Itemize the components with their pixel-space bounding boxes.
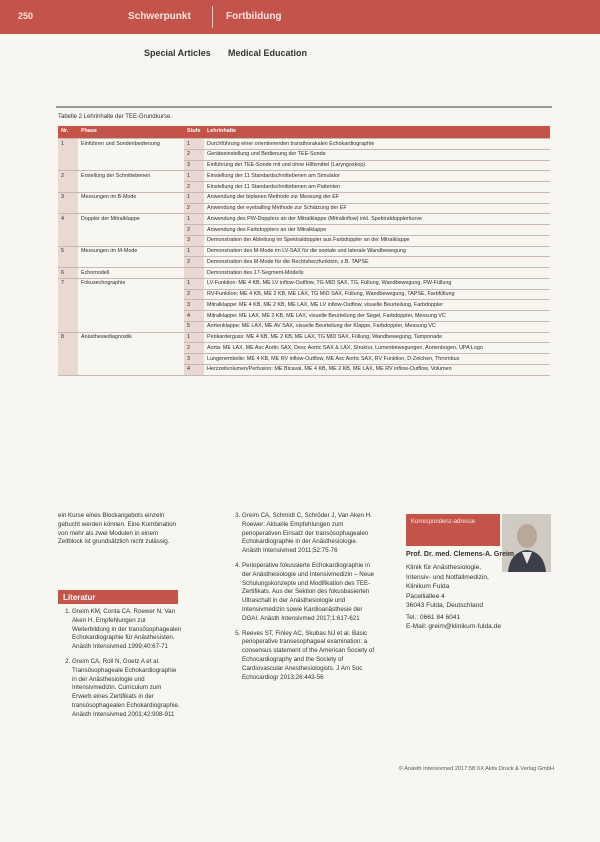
cell-stufe: 2 <box>184 343 204 354</box>
cell-content: Einführung der TEE-Sonde mit und ohne Hilfsmittel (Laryngoskop) <box>204 160 550 171</box>
reference-item: 3. Greim CA, Schmidt C, Schröder J, Van Aken H. Roewer: Aktuelle Empfehlungen zum perioperativen Einsatz der transösophagealen Echokardiographie in der Anästhesiologie. Anästh Intensivmed 2011;52:75-76 <box>242 512 376 556</box>
cell-phase: Anästhesiediagnostik <box>78 332 184 375</box>
cell-nr: 3 <box>58 192 78 214</box>
cell-stufe: 3 <box>184 354 204 365</box>
literature-list-left <box>58 608 182 726</box>
reference-item: 5. Reeves ST, Finley AC, Skubas NJ et al. Basic perioperative transesophageal examination: a consensus statement of the American Society of Echocardiography and the Society of Cardiovascular Anesthesiologists. J Am Soc Echocardiogr 2013;26:443-56 <box>242 630 376 683</box>
cell-stufe: 2 <box>184 182 204 193</box>
header-divider <box>212 6 213 28</box>
cell-content: Aortenklappe: ME LAX, ME AV SAX, visuelle Beurteilung der Klappe, Farbdoppler, Messung VC <box>204 321 550 332</box>
reference-item: 2. Greim CA, Roll N, Goetz A et al. Transösophageale Echokardiographie in der Anästhesiologie und Intensivmedizin. Curriculum zum Erwerb eines Zertifikats in der transösophagealen Echokardiographie. Anästh Intensivmed 2001;42:908-911 <box>72 658 182 720</box>
address-line: Intensiv- und Notfallmedizin, <box>406 573 489 581</box>
cell-content: Demonstration der Ableitung im Spektraldoppler aus Farbdoppler an der Mitralklappe <box>204 235 550 246</box>
cell-phase: Einführen und Sondenbedienung <box>78 139 184 171</box>
address-line: Klinikum Fulda <box>406 583 450 591</box>
cell-content: Perikarderguss: ME 4 KB, ME 2 KB, ME LAX, TG MID SAX, Füllung, Wandbewegung, Tamponade <box>204 332 550 343</box>
cell-content: Aorta: ME LAX, ME Asc Aortic SAX, Desc Aortic SAX & LAX, Struktur, Lumenbewegungen, Aortenbogen, UPA Logo <box>204 343 550 354</box>
address-line: Pacelliallee 4 <box>406 592 445 600</box>
cell-nr: 5 <box>58 246 78 268</box>
column-heading-right: Medical Education <box>228 48 308 58</box>
cell-content: Demonstration des M-Mode für die Rechtsherzfunktion, z.B. TAPSE <box>204 257 550 268</box>
table-row <box>58 192 550 203</box>
subsection-title: Fortbildung <box>226 11 282 22</box>
copyright-footer: © Anästh Intensivmed 2017;58:XX Aktiv Druck & Verlag GmbH <box>398 766 554 772</box>
cell-stufe: 2 <box>184 149 204 160</box>
cell-stufe: 1 <box>184 332 204 343</box>
author-name: Prof. Dr. med. Clemens-A. Greim <box>406 551 515 558</box>
author-box <box>406 514 551 674</box>
address-line: Klinik für Anästhesiologie, <box>406 564 482 572</box>
cell-content: Einstellung der 11 Standardschnittebenen am Simulator <box>204 171 550 182</box>
cell-content: Anwendung der eyeballing Methode zur Schätzung der EF <box>204 203 550 214</box>
cell-content: Einstellung der 11 Standardschnittebenen am Patienten <box>204 182 550 193</box>
cell-content: Geräteeinstellung und Bedienung der TEE-Sonde <box>204 149 550 160</box>
cell-stufe: 1 <box>184 278 204 289</box>
header-nr: Nr. <box>58 126 78 139</box>
cell-stufe: 4 <box>184 364 204 375</box>
table-row <box>58 246 550 257</box>
cell-phase: Fokusechographie <box>78 278 184 332</box>
column-heading-left: Special Articles <box>144 48 211 58</box>
page-number: 250 <box>18 11 34 21</box>
cell-nr: 6 <box>58 268 78 279</box>
cell-stufe: 2 <box>184 257 204 268</box>
table-row <box>58 278 550 289</box>
reference-item: 4. Perioperative fokussierte Echokardiographie in der Anästhesiologie und Intensivmedizin – Neue Schulungskonzepte und Modifikation des TEE-Zertifikats. Aus der Sektion des fokusbasierten Ultraschall in der Anästhesiologie und Intensivmedizin sowie Kardioanästhesie der DGAI. Anästh Intensivmed 2017;1:617-621 <box>242 562 376 624</box>
table-row <box>58 139 550 150</box>
cell-content: Demonstration des 17-Segment-Modells <box>204 268 550 279</box>
cell-stufe: 5 <box>184 321 204 332</box>
author-address <box>406 550 551 632</box>
literature-heading: Literatur <box>58 590 178 604</box>
cell-nr: 7 <box>58 278 78 332</box>
table-top-rule <box>56 106 552 108</box>
reference-item: 1. Greim KM, Conta CA, Roewer N, Van Aken H. Empfehlungen zur Weiterbildung in der transösophagealen Echokardiographie für Anästhesisten. Anästh Intensivmed 1999;40:67-71 <box>72 608 182 652</box>
cell-content: Mitralklappe: ME 4 KB, ME 2 KB, ME LAX, ME LV inflow-Outflow, visuelle Beurteilung, Farbdoppler <box>204 300 550 311</box>
email-line[interactable]: E-Mail: greim@klinikum-fulda.de <box>406 623 502 631</box>
cell-stufe: 3 <box>184 300 204 311</box>
phone-line: Tel.: 0661 84 6041 <box>406 613 461 621</box>
cell-content: Anwendung des Farbdopplers an der Mitralklappe <box>204 225 550 236</box>
cell-content: LV-Funktion: ME 4 KB, ME LV inflow-Outflow, TG MID SAX, TG, Füllung, Wandbewegung, PW-Füllung <box>204 278 550 289</box>
table-body <box>58 139 550 376</box>
cell-stufe: 1 <box>184 139 204 150</box>
cell-phase: Erstellung der Schnittebenen <box>78 171 184 193</box>
cell-stufe: 3 <box>184 235 204 246</box>
cell-stufe: 1 <box>184 192 204 203</box>
cell-stufe: 2 <box>184 289 204 300</box>
cell-phase: Doppler der Mitralklappe <box>78 214 184 246</box>
cell-stufe: 2 <box>184 203 204 214</box>
page-header-bar <box>0 0 600 34</box>
cell-content: Demonstration des M-Mode im LV-SAX für die septale und laterale Wandbewegung <box>204 246 550 257</box>
cell-stufe: 1 <box>184 171 204 182</box>
cell-content: Anwendung des PW-Dopplers an der Mitralklappe (Mitralinflow) inkl. Spektraldopplerkurve <box>204 214 550 225</box>
correspondence-label: Korrespondenz-adresse <box>406 514 500 546</box>
cell-stufe: 1 <box>184 214 204 225</box>
cell-stufe: 2 <box>184 225 204 236</box>
cell-content: RV-Funktion: ME 4 KB, ME 2 KB, ME LAX, TG MID SAX, Füllung, Wandbewegung, TAPSE, Farbfüllung <box>204 289 550 300</box>
cell-content: Durchführung einer orientierenden transthorakalen Echokardiographie <box>204 139 550 150</box>
table-header-row <box>58 126 550 139</box>
header-lehrinhalte: Lehrinhalte <box>204 126 550 139</box>
cell-stufe: 1 <box>184 246 204 257</box>
cell-content: Mitralklappe: ME LAX, ME 2 KB, ME LAX, visuelle Beurteilung der Segel, Farbdoppler, Messung VC <box>204 311 550 322</box>
table-caption: Tabelle 2 Lehrinhalte der TEE-Grundkurse. <box>58 114 172 120</box>
cell-content: Lungenembolie: ME 4 KB, ME RV inflow-Outflow, ME Asc Aortic SAX, RV Funktion, D-Zeichen, Thrombus <box>204 354 550 365</box>
lehrinhalte-table <box>58 126 550 376</box>
cell-nr: 1 <box>58 139 78 171</box>
table-row <box>58 332 550 343</box>
left-body-text: ein Kurse eines Blockangebots einzeln gebucht werden können. Eine Kombination von mehr als zwei Modulen in einem Zeitblock ist grundsätzlich nicht zulässig. <box>58 512 176 546</box>
cell-content: Anwendung der biplanen Methode zur Messung der EF <box>204 192 550 203</box>
cell-nr: 8 <box>58 332 78 375</box>
table-row <box>58 214 550 225</box>
header-phase: Phase <box>78 126 184 139</box>
table-row <box>58 268 550 279</box>
cell-stufe: 4 <box>184 311 204 322</box>
cell-content: Herzzeitvolumen/Perfusion: ME Bicaval, ME 4 KB, ME 2 KB, ME LAX, ME RV inflow-Outflow, Volumen <box>204 364 550 375</box>
cell-phase: Echomodell <box>78 268 184 279</box>
cell-phase: Messungen im M-Mode <box>78 246 184 268</box>
table-row <box>58 171 550 182</box>
cell-stufe: 3 <box>184 160 204 171</box>
cell-phase: Messungen im B-Mode <box>78 192 184 214</box>
cell-stufe <box>184 268 204 279</box>
literature-list-right <box>228 512 376 688</box>
author-address-lines <box>406 563 551 632</box>
address-line: 36043 Fulda, Deutschland <box>406 602 483 610</box>
cell-nr: 2 <box>58 171 78 193</box>
cell-nr: 4 <box>58 214 78 246</box>
section-title: Schwerpunkt <box>128 11 191 22</box>
header-stufe: Stufe <box>184 126 204 139</box>
